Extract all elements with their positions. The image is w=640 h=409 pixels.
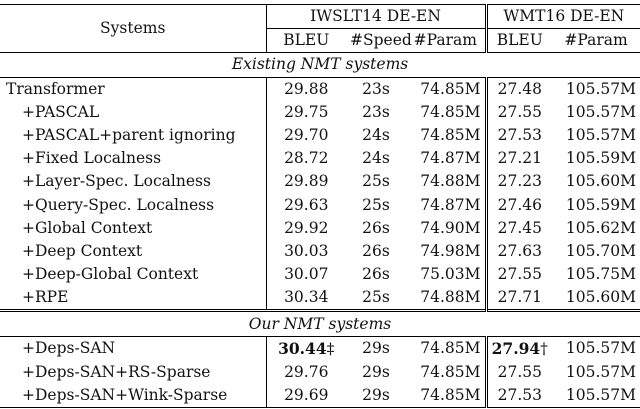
section-existing-label: Existing NMT systems <box>0 53 640 77</box>
table-row <box>0 240 640 263</box>
param-wmt-cell: 105.62M <box>565 218 637 237</box>
param-wmt-cell: 105.57M <box>552 384 640 408</box>
param-iwslt-cell: 74.88M <box>420 288 481 307</box>
table-row <box>0 361 640 384</box>
system-cell: +Deps-SAN <box>0 336 266 361</box>
iwslt-header: IWSLT14 DE-EN <box>266 5 486 29</box>
table-row <box>0 217 640 240</box>
speed-cell: 23s <box>346 77 406 101</box>
bleu-iwslt-cell: 29.75 <box>284 102 329 121</box>
table-row <box>0 147 640 170</box>
bleu-wmt-cell: 27.45 <box>486 217 552 240</box>
speed-cell: 26s <box>362 265 390 284</box>
speed-cell: 23s <box>362 102 390 121</box>
bleu-wmt-cell: 27.48 <box>486 77 552 101</box>
wmt-header: WMT16 DE-EN <box>486 5 640 29</box>
bleu-iwslt-cell: 29.69 <box>266 384 346 408</box>
bleu-wmt-cell: 27.55 <box>486 361 552 384</box>
col-bleu-wmt: BLEU <box>486 29 552 53</box>
param-wmt-cell: 105.57M <box>565 102 637 121</box>
bleu-iwslt-cell: 29.88 <box>266 77 346 101</box>
param-iwslt-cell: 74.88M <box>420 172 481 191</box>
table-row <box>0 170 640 193</box>
col-param-iwslt: #Param <box>413 31 477 50</box>
system-cell: +Query-Spec. Localness <box>0 194 266 217</box>
param-wmt-cell: 105.59M <box>565 195 637 214</box>
param-wmt-cell: 105.57M <box>552 336 640 361</box>
table-row <box>0 384 640 408</box>
header-row-1 <box>0 5 640 29</box>
best-value: 27.94 <box>491 338 541 358</box>
param-wmt-cell: 105.70M <box>565 241 637 260</box>
bleu-iwslt-cell: 29.76 <box>284 362 329 381</box>
param-iwslt-cell: 74.85M <box>406 336 486 361</box>
param-iwslt-cell: 75.03M <box>420 265 481 284</box>
system-cell: +RPE <box>0 286 266 311</box>
results-table <box>0 4 640 408</box>
system-cell: +Layer-Spec. Localness <box>0 170 266 193</box>
table-row <box>0 101 640 124</box>
system-cell: +Fixed Localness <box>0 147 266 170</box>
param-iwslt-cell: 74.85M <box>406 384 486 408</box>
speed-cell: 29s <box>346 384 406 408</box>
speed-cell: 24s <box>362 149 390 168</box>
bleu-iwslt-cell: 30.07 <box>284 265 329 284</box>
table-row <box>0 286 640 311</box>
system-cell: +Deep-Global Context <box>0 263 266 286</box>
table-row <box>0 124 640 147</box>
bleu-iwslt-cell: 30.34 <box>284 288 329 307</box>
bleu-iwslt-cell <box>266 336 346 361</box>
param-iwslt-cell: 74.85M <box>420 102 481 121</box>
bleu-iwslt-cell: 29.70 <box>284 126 329 145</box>
significance-mark: ‡ <box>326 339 335 358</box>
col-speed: #Speed <box>350 31 412 50</box>
speed-cell: 29s <box>362 362 390 381</box>
significance-mark: † <box>540 339 548 358</box>
bleu-wmt-cell: 27.63 <box>486 240 552 263</box>
param-wmt-cell: 105.60M <box>565 288 637 307</box>
param-wmt-cell: 105.59M <box>565 149 637 168</box>
table-row <box>0 194 640 217</box>
bleu-wmt-cell: 27.23 <box>486 170 552 193</box>
param-iwslt-cell: 74.87M <box>420 149 481 168</box>
param-iwslt-cell: 74.87M <box>420 195 481 214</box>
param-iwslt-cell: 74.90M <box>420 218 481 237</box>
bleu-wmt-cell: 27.21 <box>486 147 552 170</box>
speed-cell: 25s <box>362 195 390 214</box>
bleu-iwslt-cell: 29.92 <box>284 218 329 237</box>
bleu-iwslt-cell: 29.63 <box>284 195 329 214</box>
speed-cell: 25s <box>362 172 390 191</box>
speed-cell: 26s <box>362 218 390 237</box>
col-bleu-iwslt: BLEU <box>283 31 330 50</box>
param-iwslt-cell: 74.98M <box>420 241 481 260</box>
bleu-wmt-cell: 27.53 <box>486 384 552 408</box>
bleu-wmt-cell: 27.55 <box>486 263 552 286</box>
param-wmt-cell: 105.75M <box>565 265 637 284</box>
bleu-iwslt-cell: 29.89 <box>284 172 329 191</box>
section-existing <box>0 53 640 77</box>
col-param-wmt: #Param <box>564 31 628 50</box>
system-cell: +Deps-SAN+Wink-Sparse <box>0 384 266 408</box>
speed-cell: 26s <box>362 241 390 260</box>
system-cell: Transformer <box>0 77 266 101</box>
best-value: 30.44 <box>278 338 327 358</box>
param-iwslt-cell: 74.85M <box>406 77 486 101</box>
bleu-wmt-cell <box>486 336 552 361</box>
param-wmt-cell: 105.57M <box>565 362 637 381</box>
table-row <box>0 263 640 286</box>
section-ours-label: Our NMT systems <box>0 311 640 336</box>
system-cell: +Deps-SAN+RS-Sparse <box>0 361 266 384</box>
systems-header: Systems <box>0 5 266 53</box>
bleu-wmt-cell: 27.46 <box>486 194 552 217</box>
system-cell: +PASCAL+parent ignoring <box>0 124 266 147</box>
bleu-wmt-cell: 27.53 <box>486 124 552 147</box>
table-row <box>0 336 640 361</box>
table-row <box>0 77 640 101</box>
param-wmt-cell: 105.57M <box>565 126 637 145</box>
system-cell: +Deep Context <box>0 240 266 263</box>
system-cell: +PASCAL <box>0 101 266 124</box>
param-iwslt-cell: 74.85M <box>420 126 481 145</box>
system-cell: +Global Context <box>0 217 266 240</box>
bleu-wmt-cell: 27.71 <box>486 286 552 311</box>
speed-cell: 24s <box>362 126 390 145</box>
speed-cell: 25s <box>362 288 390 307</box>
speed-cell: 29s <box>346 336 406 361</box>
param-wmt-cell: 105.57M <box>552 77 640 101</box>
section-ours <box>0 311 640 336</box>
bleu-iwslt-cell: 30.03 <box>284 241 329 260</box>
param-wmt-cell: 105.60M <box>565 172 637 191</box>
param-iwslt-cell: 74.85M <box>420 362 481 381</box>
bleu-wmt-cell: 27.55 <box>486 101 552 124</box>
bleu-iwslt-cell: 28.72 <box>284 149 329 168</box>
